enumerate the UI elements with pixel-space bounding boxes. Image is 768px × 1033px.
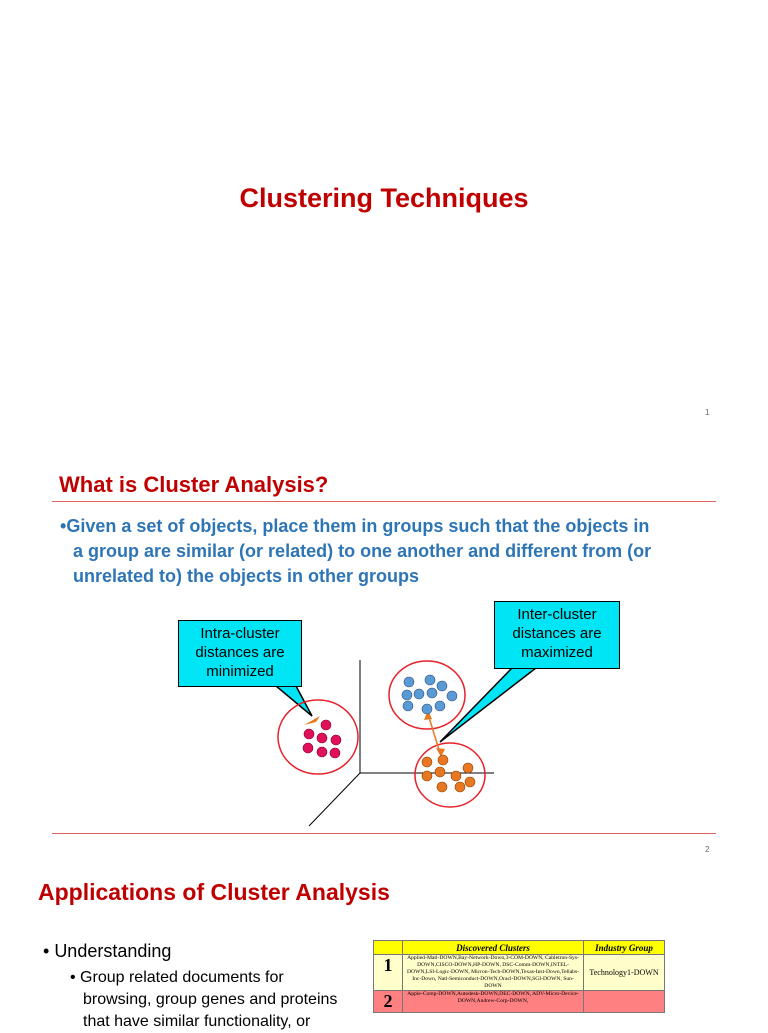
blue-points — [402, 675, 457, 714]
slide-2-bottom-rule — [52, 833, 716, 834]
blue-point — [402, 690, 412, 700]
callout-intra-line: Intra-cluster — [200, 625, 280, 642]
table-header-row — [374, 941, 665, 955]
slide-1-title: Clustering Techniques — [239, 183, 529, 213]
bullet-understanding-label: Understanding — [54, 941, 172, 961]
blue-point — [425, 675, 435, 685]
bullet-group-related — [70, 967, 337, 1033]
bullet-group-line: • Group related documents for — [70, 969, 284, 986]
orange-point — [437, 782, 447, 792]
pink-point — [331, 735, 341, 745]
pink-point — [317, 747, 327, 757]
blue-point — [422, 704, 432, 714]
callout-intra-line: minimized — [206, 663, 274, 680]
callout-inter-line: distances are — [512, 625, 602, 642]
orange-point — [451, 771, 461, 781]
bullet-group-line: browsing, group genes and proteins — [83, 991, 338, 1008]
pink-point — [303, 743, 313, 753]
orange-point — [455, 782, 465, 792]
pink-point — [321, 720, 331, 730]
callout-intra-line: distances are — [195, 644, 285, 661]
blue-point — [435, 701, 445, 711]
bullet-understanding: • Understanding — [43, 941, 172, 961]
bullet-line-2: a group are similar (or related) to one another and different from (or — [73, 541, 652, 561]
blue-point — [414, 689, 424, 699]
table-row — [374, 991, 665, 1013]
table-row-group — [584, 991, 665, 1013]
table-row — [374, 955, 665, 991]
intra-cluster-arrow — [304, 716, 320, 725]
pink-point — [317, 733, 327, 743]
table-row-group: Technology1-DOWN — [584, 955, 665, 991]
slide-2-page-number: 2 — [705, 845, 710, 854]
table-row-num: 1 — [374, 955, 403, 991]
blue-point — [427, 688, 437, 698]
orange-point — [422, 757, 432, 767]
blue-point — [437, 681, 447, 691]
blue-point — [404, 677, 414, 687]
z-axis — [309, 773, 360, 826]
table-header-num — [374, 941, 403, 955]
bullet-group-line: that have similar functionality, or — [83, 1013, 311, 1030]
intra-cluster-callout — [178, 620, 302, 687]
pink-point — [330, 748, 340, 758]
discovered-clusters-table — [373, 940, 665, 1013]
callout-inter-line: Inter-cluster — [517, 606, 597, 623]
blue-point — [403, 701, 413, 711]
inter-cluster-callout — [494, 601, 620, 669]
bullet-line-3: unrelated to) the objects in other groups — [73, 566, 420, 586]
table-row-clusters: Applied-Matl-DOWN,Bay-Network-Down,3-COM-DOWN, Cabletron-Sys-DOWN,CISCO-DOWN,HP-DOWN, DSC-Comm-DOWN,INTEL-DOWN,LSI-Logic-DOWN, Micron-Tech-DOWN,Texas-Inst-Down,Tellabs-Inc-Down, Natl-Semiconduct-DOWN,Oracl-DOWN,SGI-DOWN, Sun-DOWN — [403, 955, 584, 991]
bullet-line-1: •Given a set of objects, place them in groups such that the objects in — [60, 516, 650, 536]
slide-1-page-number: 1 — [705, 408, 710, 417]
pink-points — [303, 720, 341, 758]
orange-point — [435, 767, 445, 777]
table-header-clusters: Discovered Clusters — [403, 941, 584, 955]
table-row-num: 2 — [374, 991, 403, 1013]
table-row-clusters: Apple-Comp-DOWN,Autodesk-DOWN,DEC-DOWN, ADV-Micro-Device-DOWN,Andrew-Corp-DOWN, — [403, 991, 584, 1013]
blue-point — [447, 691, 457, 701]
pink-point — [304, 729, 314, 739]
orange-point — [438, 755, 448, 765]
callout-inter-line: maximized — [521, 644, 593, 661]
orange-point — [463, 763, 473, 773]
orange-point — [465, 777, 475, 787]
orange-point — [422, 771, 432, 781]
table-header-group: Industry Group — [584, 941, 665, 955]
slide-2-heading: What is Cluster Analysis? — [59, 472, 329, 497]
slide-3-heading: Applications of Cluster Analysis — [38, 879, 390, 905]
inter-callout-tail — [440, 668, 536, 742]
